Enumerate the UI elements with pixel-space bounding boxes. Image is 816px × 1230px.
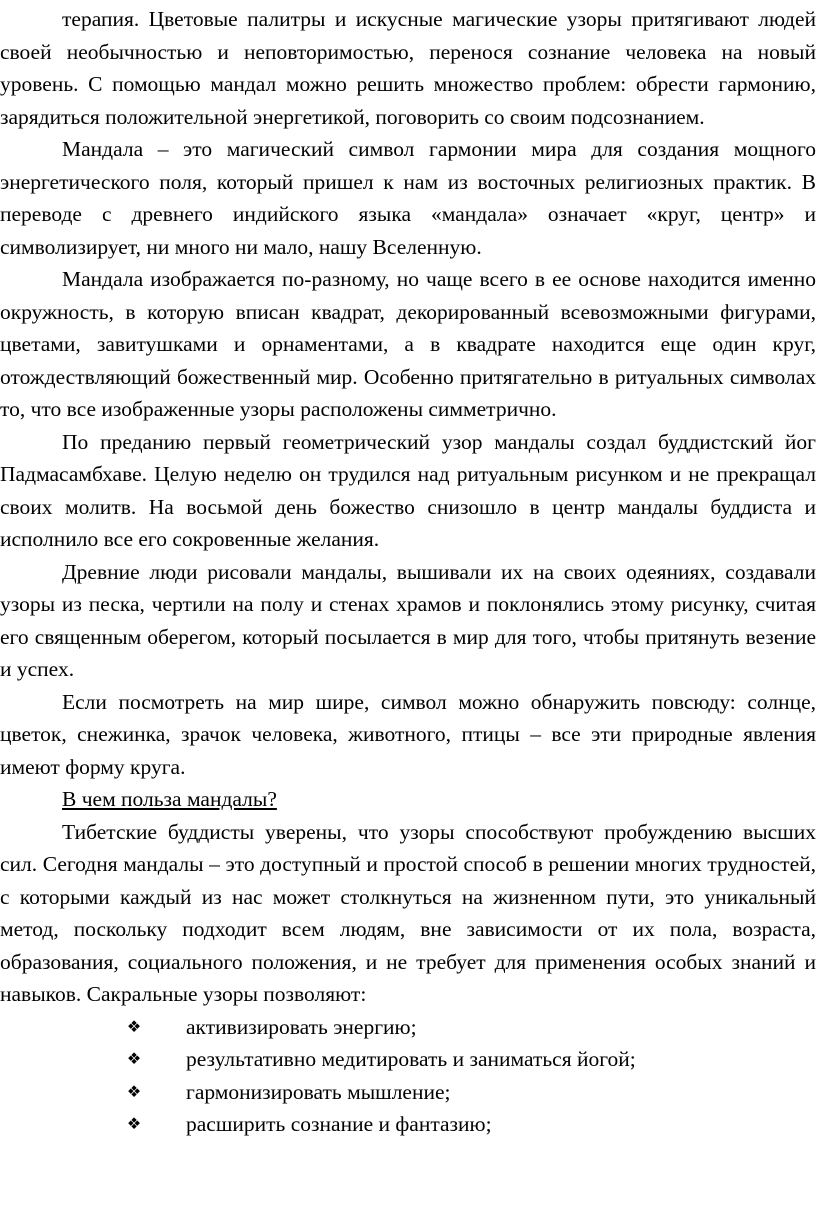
list-item-text: активизировать энергию; [186, 1014, 417, 1039]
diamond-bullet-icon: ❖ [126, 1016, 142, 1036]
paragraph-mandala-definition: Мандала – это магический символ гармонии мира для создания мощного энергетического поля, который пришел к нам из восточных религиозных практик. В переводе с древнего индийского языка «мандала» означает «круг, центр» и символизирует, ни много ни мало, нашу Вселенную. [0, 137, 816, 259]
paragraph-benefits: Тибетские буддисты уверены, что узоры способствуют пробуждению высших сил. Сегодня мандалы – это доступный и простой способ в решении многих трудностей, с которыми каждый из нас может столкнуться на жизненном пути, это уникальный метод, поскольку подходит всем людям, вне зависимости от их пола, возраста, образования, социального положения, и не требует для применения особых знаний и навыков. Сакральные узоры позволяют: [0, 819, 816, 1006]
list-item-text: гармонизировать мышление; [186, 1079, 451, 1104]
list-item [0, 1011, 816, 1044]
paragraph-ancient-people: Древние люди рисовали мандалы, вышивали их на своих одеяниях, создавали узоры из песка, чертили на полу и стенах храмов и поклонялись этому рисунку, считая его священным оберегом, который посылается в мир для того, чтобы притянуть везение и успех. [0, 559, 816, 681]
paragraph-nature-circles: Если посмотреть на мир шире, символ можно обнаружить повсюду: солнце, цветок, снежинка, зрачок человека, животного, птицы – все эти природные явления имеют форму круга. [0, 689, 816, 779]
paragraph-legend: По преданию первый геометрический узор мандалы создал буддистский йог Падмасамбхаве. Целую неделю он трудился над ритуальным рисунком и не прекращал своих молитв. На восьмой день божество снизошло в центр мандалы буддиста и исполнило все его сокровенные желания. [0, 429, 816, 551]
benefits-list [0, 1011, 816, 1141]
list-item [0, 1076, 816, 1109]
diamond-bullet-icon: ❖ [126, 1049, 142, 1068]
paragraph-intro-continuation: терапия. Цветовые палитры и искусные магические узоры притягивают людей своей необычностью и неповторимостью, перенося сознание человека на новый уровень. С помощью мандал можно решить множество проблем: обрести гармонию, зарядиться положительной энергетикой, поговорить со своим подсознанием. [0, 7, 816, 129]
paragraph-mandala-shape: Мандала изображается по-разному, но чаще всего в ее основе находится именно окружность, в которую вписан квадрат, декорированный всевозможными фигурами, цветами, завитушками и орнаментами, а в квадрате находится еще один круг, отождествляющий божественный мир. Особенно притягательно в ритуальных символах то, что все изображенные узоры расположены симметрично. [0, 267, 816, 421]
section-heading: В чем польза мандалы? [62, 787, 277, 811]
list-item [0, 1043, 816, 1076]
diamond-bullet-icon: ❖ [126, 1114, 142, 1133]
diamond-bullet-icon: ❖ [126, 1081, 142, 1101]
list-item-text: расширить сознание и фантазию; [186, 1112, 492, 1136]
list-item [0, 1108, 816, 1141]
list-item-text: результативно медитировать и заниматься йогой; [186, 1047, 636, 1071]
